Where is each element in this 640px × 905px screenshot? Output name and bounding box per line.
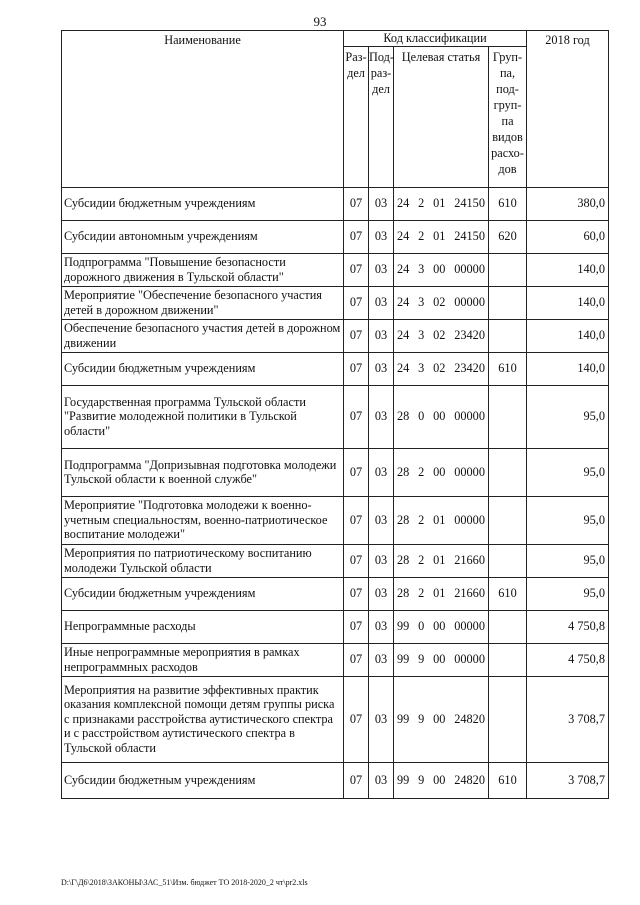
- row-subsection: 03: [369, 319, 394, 352]
- row-section: 07: [344, 220, 369, 253]
- row-expense-group: [489, 319, 527, 352]
- row-section: 07: [344, 676, 369, 762]
- row-subsection: 03: [369, 448, 394, 496]
- row-expense-group: [489, 676, 527, 762]
- header-target-item: Целевая статья: [394, 46, 489, 187]
- footer-file-path: D:\Г\Д6\2018\ЗАКОНЫ\ЗАС_51\Изм. бюджет ТО 2018-2020_2 чт\pr2.xls: [61, 878, 308, 887]
- row-target-item: [394, 187, 489, 220]
- table-row: [62, 496, 609, 544]
- row-target-item: [394, 544, 489, 577]
- row-name: Подпрограмма "Допризывная подготовка молодежи Тульской области к военной службе": [62, 448, 344, 496]
- table-header: [62, 31, 609, 188]
- target-direction: 00000: [454, 512, 485, 527]
- target-subprogram: 2: [418, 553, 425, 568]
- target-event: 00: [433, 711, 446, 726]
- target-subprogram: 9: [418, 772, 425, 787]
- header-classification-code: Код классификации: [344, 31, 527, 47]
- target-program: 99: [397, 772, 410, 787]
- row-subsection: 03: [369, 762, 394, 798]
- row-amount: 140,0: [527, 352, 609, 385]
- row-target-item: [394, 253, 489, 286]
- budget-table: [61, 30, 609, 799]
- row-expense-group: 610: [489, 577, 527, 610]
- header-year: 2018 год: [527, 31, 609, 188]
- target-direction: 00000: [454, 464, 485, 479]
- row-section: 07: [344, 544, 369, 577]
- row-name: Непрограммные расходы: [62, 610, 344, 643]
- target-event: 00: [433, 652, 446, 667]
- row-name: Государственная программа Тульской области "Развитие молодежной политики в Тульской области": [62, 385, 344, 448]
- target-event: 01: [433, 586, 446, 601]
- row-name: Субсидии бюджетным учреждениям: [62, 352, 344, 385]
- row-subsection: 03: [369, 385, 394, 448]
- target-subprogram: 2: [418, 586, 425, 601]
- target-direction: 00000: [454, 295, 485, 310]
- target-direction: 00000: [454, 619, 485, 634]
- row-name: Мероприятия на развитие эффективных практик оказания комплексной помощи детям группы риска с признаками расстройства аутистического спектра и с расстройством аутистического спектра в Тульской области: [62, 676, 344, 762]
- row-subsection: 03: [369, 286, 394, 319]
- row-expense-group: 610: [489, 352, 527, 385]
- target-subprogram: 3: [418, 295, 425, 310]
- table-row: [62, 253, 609, 286]
- target-subprogram: 2: [418, 229, 425, 244]
- row-subsection: 03: [369, 610, 394, 643]
- row-subsection: 03: [369, 496, 394, 544]
- target-program: 99: [397, 711, 410, 726]
- target-direction: 21660: [454, 553, 485, 568]
- row-amount: 140,0: [527, 319, 609, 352]
- target-event: 00: [433, 772, 446, 787]
- target-program: 24: [397, 262, 410, 277]
- row-target-item: [394, 610, 489, 643]
- row-section: 07: [344, 253, 369, 286]
- row-amount: 95,0: [527, 496, 609, 544]
- table-row: [62, 762, 609, 798]
- target-program: 28: [397, 464, 410, 479]
- target-program: 99: [397, 652, 410, 667]
- row-target-item: [394, 220, 489, 253]
- table-row: [62, 187, 609, 220]
- row-subsection: 03: [369, 643, 394, 676]
- target-event: 02: [433, 328, 446, 343]
- table-row: [62, 544, 609, 577]
- row-section: 07: [344, 643, 369, 676]
- target-program: 24: [397, 229, 410, 244]
- row-expense-group: [489, 496, 527, 544]
- target-subprogram: 3: [418, 262, 425, 277]
- target-program: 99: [397, 619, 410, 634]
- row-expense-group: [489, 448, 527, 496]
- row-expense-group: 610: [489, 762, 527, 798]
- row-amount: 60,0: [527, 220, 609, 253]
- row-section: 07: [344, 352, 369, 385]
- row-amount: 140,0: [527, 253, 609, 286]
- target-direction: 00000: [454, 262, 485, 277]
- target-direction: 21660: [454, 586, 485, 601]
- target-event: 01: [433, 553, 446, 568]
- table-row: [62, 286, 609, 319]
- table-row: [62, 385, 609, 448]
- target-subprogram: 3: [418, 328, 425, 343]
- row-amount: 140,0: [527, 286, 609, 319]
- row-amount: 95,0: [527, 577, 609, 610]
- row-target-item: [394, 577, 489, 610]
- row-target-item: [394, 352, 489, 385]
- page-number: 93: [313, 14, 327, 29]
- row-target-item: [394, 643, 489, 676]
- target-event: 02: [433, 295, 446, 310]
- table-row: [62, 610, 609, 643]
- row-section: 07: [344, 496, 369, 544]
- target-direction: 24820: [454, 711, 485, 726]
- target-subprogram: 2: [418, 512, 425, 527]
- target-subprogram: 0: [418, 409, 425, 424]
- target-program: 28: [397, 409, 410, 424]
- header-subsection: Под- раз- дел: [369, 46, 394, 187]
- table-row: [62, 676, 609, 762]
- row-subsection: 03: [369, 676, 394, 762]
- row-expense-group: 610: [489, 187, 527, 220]
- row-target-item: [394, 496, 489, 544]
- row-name: Мероприятия по патриотическому воспитанию молодежи Тульской области: [62, 544, 344, 577]
- target-subprogram: 2: [418, 196, 425, 211]
- row-section: 07: [344, 187, 369, 220]
- table-row: [62, 319, 609, 352]
- target-event: 00: [433, 409, 446, 424]
- target-event: 01: [433, 196, 446, 211]
- row-expense-group: [489, 286, 527, 319]
- row-amount: 4 750,8: [527, 643, 609, 676]
- target-event: 01: [433, 229, 446, 244]
- target-subprogram: 9: [418, 652, 425, 667]
- target-direction: 23420: [454, 328, 485, 343]
- target-subprogram: 0: [418, 619, 425, 634]
- target-program: 24: [397, 295, 410, 310]
- table-row: [62, 220, 609, 253]
- header-expense-group: Груп- па, под- груп- па видов расхо- дов: [489, 46, 527, 187]
- row-subsection: 03: [369, 187, 394, 220]
- row-name: Субсидии бюджетным учреждениям: [62, 577, 344, 610]
- row-target-item: [394, 448, 489, 496]
- target-subprogram: 2: [418, 464, 425, 479]
- row-amount: 380,0: [527, 187, 609, 220]
- row-amount: 4 750,8: [527, 610, 609, 643]
- row-amount: 3 708,7: [527, 762, 609, 798]
- row-amount: 95,0: [527, 544, 609, 577]
- row-target-item: [394, 286, 489, 319]
- target-direction: 24150: [454, 229, 485, 244]
- row-name: Мероприятие "Подготовка молодежи к военно-учетным специальностям, военно-патриотическое воспитание молодежи": [62, 496, 344, 544]
- row-expense-group: [489, 385, 527, 448]
- table-row: [62, 448, 609, 496]
- row-amount: 95,0: [527, 385, 609, 448]
- row-subsection: 03: [369, 544, 394, 577]
- target-subprogram: 3: [418, 361, 425, 376]
- target-program: 24: [397, 196, 410, 211]
- row-expense-group: [489, 643, 527, 676]
- row-name: Субсидии бюджетным учреждениям: [62, 762, 344, 798]
- target-direction: 23420: [454, 361, 485, 376]
- target-direction: 00000: [454, 409, 485, 424]
- row-name: Обеспечение безопасного участия детей в дорожном движении: [62, 319, 344, 352]
- row-target-item: [394, 762, 489, 798]
- header-section: Раз- дел: [344, 46, 369, 187]
- target-direction: 24820: [454, 772, 485, 787]
- target-direction: 00000: [454, 652, 485, 667]
- row-expense-group: [489, 610, 527, 643]
- row-section: 07: [344, 385, 369, 448]
- target-program: 24: [397, 328, 410, 343]
- row-name: Мероприятие "Обеспечение безопасного участия детей в дорожном движении": [62, 286, 344, 319]
- row-subsection: 03: [369, 352, 394, 385]
- target-event: 01: [433, 512, 446, 527]
- row-subsection: 03: [369, 253, 394, 286]
- table-row: [62, 643, 609, 676]
- row-section: 07: [344, 448, 369, 496]
- row-section: 07: [344, 286, 369, 319]
- row-amount: 95,0: [527, 448, 609, 496]
- row-section: 07: [344, 319, 369, 352]
- target-subprogram: 9: [418, 711, 425, 726]
- row-name: Субсидии автономным учреждениям: [62, 220, 344, 253]
- row-target-item: [394, 676, 489, 762]
- row-target-item: [394, 385, 489, 448]
- row-expense-group: 620: [489, 220, 527, 253]
- row-expense-group: [489, 544, 527, 577]
- target-direction: 24150: [454, 196, 485, 211]
- table-row: [62, 577, 609, 610]
- header-name: Наименование: [62, 31, 344, 188]
- row-amount: 3 708,7: [527, 676, 609, 762]
- row-expense-group: [489, 253, 527, 286]
- target-event: 00: [433, 464, 446, 479]
- target-program: 28: [397, 553, 410, 568]
- row-section: 07: [344, 577, 369, 610]
- row-name: Иные непрограммные мероприятия в рамках непрограммных расходов: [62, 643, 344, 676]
- target-program: 24: [397, 361, 410, 376]
- row-name: Субсидии бюджетным учреждениям: [62, 187, 344, 220]
- table-body: [62, 187, 609, 798]
- row-subsection: 03: [369, 577, 394, 610]
- table-row: [62, 352, 609, 385]
- target-event: 02: [433, 361, 446, 376]
- row-name: Подпрограмма "Повышение безопасности дорожного движения в Тульской области": [62, 253, 344, 286]
- row-section: 07: [344, 762, 369, 798]
- row-subsection: 03: [369, 220, 394, 253]
- row-section: 07: [344, 610, 369, 643]
- target-event: 00: [433, 619, 446, 634]
- target-program: 28: [397, 586, 410, 601]
- row-target-item: [394, 319, 489, 352]
- target-event: 00: [433, 262, 446, 277]
- target-program: 28: [397, 512, 410, 527]
